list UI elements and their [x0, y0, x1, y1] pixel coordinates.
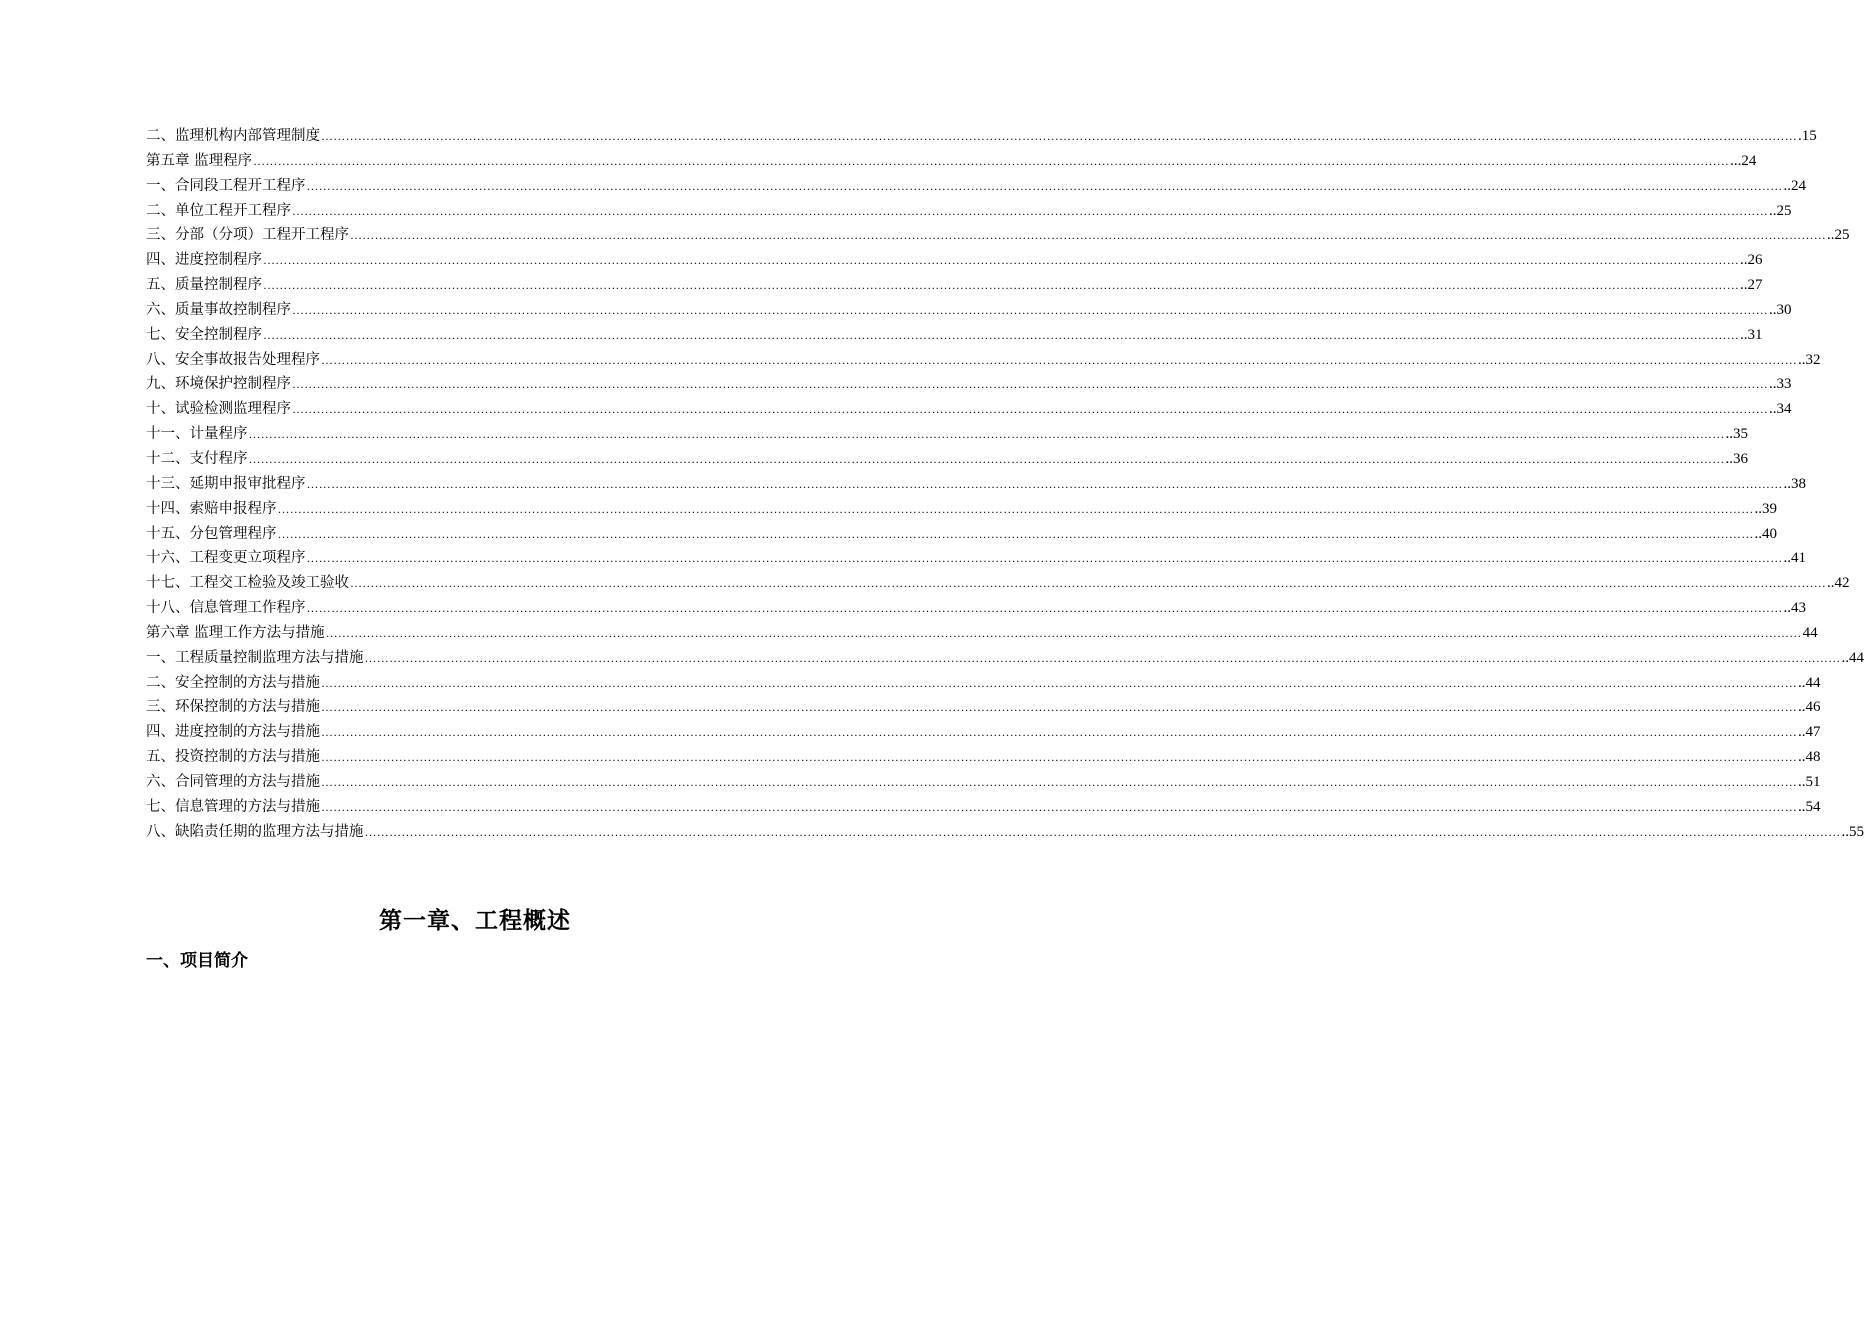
toc-entry-label: 十五、分包管理程序 [146, 525, 277, 542]
toc-entry-label: 十二、支付程序 [146, 450, 248, 467]
toc-dot-leader: ……………………………………………………………………………………………………………………………………………………………………………………………………………………………………………………………………………………………………………………………… [364, 824, 1841, 839]
toc-page-number: ..25 [1827, 227, 1850, 244]
toc-dot-leader: ……………………………………………………………………………………………………………………………………………………………………………………………………………………………………………………………………………………………………………………………… [350, 228, 1826, 243]
toc-page-number: ..41 [1783, 550, 1806, 567]
toc-page-number: ..39 [1754, 500, 1777, 517]
toc-entry-label: 五、投资控制的方法与措施 [146, 749, 320, 766]
toc-dot-leader: ……………………………………………………………………………………………………………………………………………………………………………………………………………………………………………………………………………………………………………………………… [292, 402, 1768, 417]
toc-page-number: 44 [1802, 624, 1818, 641]
toc-dot-leader: ……………………………………………………………………………………………………………………………………………………………………………………………………………………………………………………………………………………………………………………………… [321, 700, 1797, 715]
toc-entry[interactable] [146, 596, 1806, 621]
toc-entry-label: 一、工程质量控制监理方法与措施 [146, 649, 364, 666]
toc-dot-leader: ……………………………………………………………………………………………………………………………………………………………………………………………………………………………………………………………………………………………………………………………… [306, 178, 1783, 193]
toc-page-number: ..43 [1783, 600, 1806, 617]
toc-page-number: ..32 [1798, 351, 1821, 368]
toc-page-number: .15 [1798, 128, 1817, 144]
toc-entry[interactable] [146, 820, 1864, 845]
toc-entry-label: 第五章 监理程序 [146, 152, 253, 169]
toc-entry[interactable] [146, 199, 1792, 224]
toc-page-number: ..27 [1740, 277, 1763, 294]
toc-page-number: ..44 [1841, 649, 1864, 666]
toc-dot-leader: ……………………………………………………………………………………………………………………………………………………………………………………………………………………………………………………………………………………………………………………………… [364, 650, 1841, 665]
toc-entry-label: 六、质量事故控制程序 [146, 301, 291, 318]
toc-dot-leader: ……………………………………………………………………………………………………………………………………………………………………………………………………………………………………………………………………………………………………………………………… [292, 203, 1768, 218]
toc-dot-leader: ……………………………………………………………………………………………………………………………………………………………………………………………………………………………………………………………………………………………………………………………… [263, 253, 1739, 268]
toc-entry-label: 十八、信息管理工作程序 [146, 600, 306, 617]
toc-entry[interactable] [146, 298, 1792, 323]
toc-entry[interactable] [146, 323, 1763, 348]
toc-dot-leader: ……………………………………………………………………………………………………………………………………………………………………………………………………………………………………………………………………………………………………………………………… [306, 601, 1783, 616]
toc-page-number: ..54 [1798, 798, 1821, 815]
toc-dot-leader: ……………………………………………………………………………………………………………………………………………………………………………………………………………………………………………………………………………………………………………………………… [248, 427, 1725, 442]
toc-entry-label: 四、进度控制的方法与措施 [146, 724, 320, 741]
toc-page-number: ..40 [1754, 525, 1777, 542]
toc-dot-leader: ……………………………………………………………………………………………………………………………………………………………………………………………………………………………………………………………………………………………………………………………… [253, 153, 1730, 168]
toc-page-number: ..55 [1841, 823, 1864, 840]
toc-entry[interactable] [146, 671, 1821, 696]
toc-entry-label: 十三、延期申报审批程序 [146, 475, 306, 492]
toc-entry[interactable] [146, 546, 1806, 571]
toc-dot-leader: ……………………………………………………………………………………………………………………………………………………………………………………………………………………………………………………………………………………………………………………………… [321, 750, 1797, 765]
toc-entry[interactable] [146, 447, 1748, 472]
toc-page-number: ..35 [1725, 426, 1748, 443]
toc-entry[interactable] [146, 770, 1821, 795]
toc-entry[interactable] [146, 497, 1777, 522]
toc-dot-leader: ……………………………………………………………………………………………………………………………………………………………………………………………………………………………………………………………………………………………………………………………… [306, 476, 1783, 491]
toc-page-number: ..36 [1725, 450, 1748, 467]
toc-entry-label: 第六章 监理工作方法与措施 [146, 624, 325, 641]
toc-page-number: ..30 [1769, 301, 1792, 318]
toc-dot-leader: ……………………………………………………………………………………………………………………………………………………………………………………………………………………………………………………………………………………………………………………………… [350, 576, 1826, 591]
toc-page-number: ..38 [1783, 475, 1806, 492]
toc-entry[interactable] [146, 422, 1748, 447]
toc-entry-label: 七、安全控制程序 [146, 326, 262, 343]
toc-entry-label: 二、监理机构内部管理制度 [146, 128, 320, 144]
toc-entry[interactable] [146, 472, 1806, 497]
toc-page-number: ...24 [1730, 152, 1757, 169]
toc-entry-label: 七、信息管理的方法与措施 [146, 798, 320, 815]
toc-entry-label: 八、缺陷责任期的监理方法与措施 [146, 823, 364, 840]
toc-dot-leader: ……………………………………………………………………………………………………………………………………………………………………………………………………………………………………………………………………………………………………………………………… [321, 352, 1797, 367]
toc-entry-label: 十六、工程变更立项程序 [146, 550, 306, 567]
toc-entry-label: 十四、索赔申报程序 [146, 500, 277, 517]
toc-dot-leader: ……………………………………………………………………………………………………………………………………………………………………………………………………………………………………………………………………………………………………………………………… [292, 302, 1768, 317]
toc-dot-leader: ……………………………………………………………………………………………………………………………………………………………………………………………………………………………………………………………………………………………………………………………… [321, 774, 1797, 789]
toc-dot-leader: ……………………………………………………………………………………………………………………………………………………………………………………………………………………………………………………………………………………………………………………………… [263, 278, 1739, 293]
toc-dot-leader: ……………………………………………………………………………………………………………………………………………………………………………………………………………………………………………………………………………………………………………………………… [248, 451, 1725, 466]
toc-chapter-entry[interactable] [146, 621, 1818, 646]
toc-entry[interactable] [146, 695, 1821, 720]
toc-dot-leader: ……………………………………………………………………………………………………………………………………………………………………………………………………………………………………………………………………………………………………………………………… [277, 501, 1754, 516]
toc-entry-label: 二、单位工程开工程序 [146, 202, 291, 219]
toc-page-number: ..48 [1798, 749, 1821, 766]
toc-entry[interactable] [146, 273, 1763, 298]
toc-entry-label: 十一、计量程序 [146, 426, 248, 443]
chapter-heading: 第一章、工程概述 [379, 908, 571, 934]
toc-page-number: ..26 [1740, 252, 1763, 269]
toc-page-number: ..33 [1769, 376, 1792, 393]
toc-entry[interactable] [146, 248, 1763, 273]
section-heading: 一、项目简介 [146, 951, 248, 971]
toc-entry-label: 六、合同管理的方法与措施 [146, 773, 320, 790]
toc-entry[interactable] [146, 174, 1806, 199]
toc-entry-label: 十七、工程交工检验及竣工验收 [146, 575, 349, 592]
toc-page-number: ..24 [1783, 177, 1806, 194]
toc-dot-leader: ……………………………………………………………………………………………………………………………………………………………………………………………………………………………………………………………………………………………………………………………… [321, 675, 1797, 690]
toc-dot-leader: ……………………………………………………………………………………………………………………………………………………………………………………………………………………………………………………………………………………………………………………………… [325, 625, 1802, 640]
toc-page-number: ..47 [1798, 724, 1821, 741]
toc-page-number: ..44 [1798, 674, 1821, 691]
toc-entry[interactable] [146, 522, 1777, 547]
toc-page-number: ..51 [1798, 773, 1821, 790]
toc-entry[interactable] [146, 124, 1817, 149]
toc-entry[interactable] [146, 795, 1821, 820]
toc-entry[interactable] [146, 372, 1792, 397]
toc-entry[interactable] [146, 397, 1792, 422]
toc-entry[interactable] [146, 646, 1864, 671]
toc-dot-leader: ……………………………………………………………………………………………………………………………………………………………………………………………………………………………………………………………………………………………………………………………… [321, 725, 1797, 740]
toc-entry-label: 三、环保控制的方法与措施 [146, 699, 320, 716]
toc-entry-label: 十、试验检测监理程序 [146, 401, 291, 418]
toc-page-number: ..46 [1798, 699, 1821, 716]
toc-entry-label: 五、质量控制程序 [146, 277, 262, 294]
toc-dot-leader: ……………………………………………………………………………………………………………………………………………………………………………………………………………………………………………………………………………………………………………………………… [263, 327, 1739, 342]
toc-entry[interactable] [146, 223, 1850, 248]
toc-entry[interactable] [146, 745, 1821, 770]
table-of-contents [146, 124, 1864, 844]
toc-entry-label: 八、安全事故报告处理程序 [146, 351, 320, 368]
toc-dot-leader: ……………………………………………………………………………………………………………………………………………………………………………………………………………………………………………………………………………………………………………………………… [277, 526, 1754, 541]
toc-dot-leader: ……………………………………………………………………………………………………………………………………………………………………………………………………………………………………………………………………………………………………………………………… [321, 129, 1797, 143]
toc-entry[interactable] [146, 348, 1821, 373]
toc-dot-leader: ……………………………………………………………………………………………………………………………………………………………………………………………………………………………………………………………………………………………………………………………… [292, 377, 1768, 392]
toc-dot-leader: ……………………………………………………………………………………………………………………………………………………………………………………………………………………………………………………………………………………………………………………………… [306, 551, 1783, 566]
toc-entry-label: 九、环境保护控制程序 [146, 376, 291, 393]
toc-entry[interactable] [146, 571, 1850, 596]
toc-dot-leader: ……………………………………………………………………………………………………………………………………………………………………………………………………………………………………………………………………………………………………………………………… [321, 799, 1797, 814]
toc-entry-label: 二、安全控制的方法与措施 [146, 674, 320, 691]
toc-entry-label: 四、进度控制程序 [146, 252, 262, 269]
toc-entry-label: 一、合同段工程开工程序 [146, 177, 306, 194]
toc-chapter-entry[interactable] [146, 149, 1757, 174]
toc-entry[interactable] [146, 720, 1821, 745]
toc-page-number: ..34 [1769, 401, 1792, 418]
toc-page-number: ..25 [1769, 202, 1792, 219]
toc-page-number: ..42 [1827, 575, 1850, 592]
toc-page-number: ..31 [1740, 326, 1763, 343]
toc-entry-label: 三、分部（分项）工程开工程序 [146, 227, 349, 244]
